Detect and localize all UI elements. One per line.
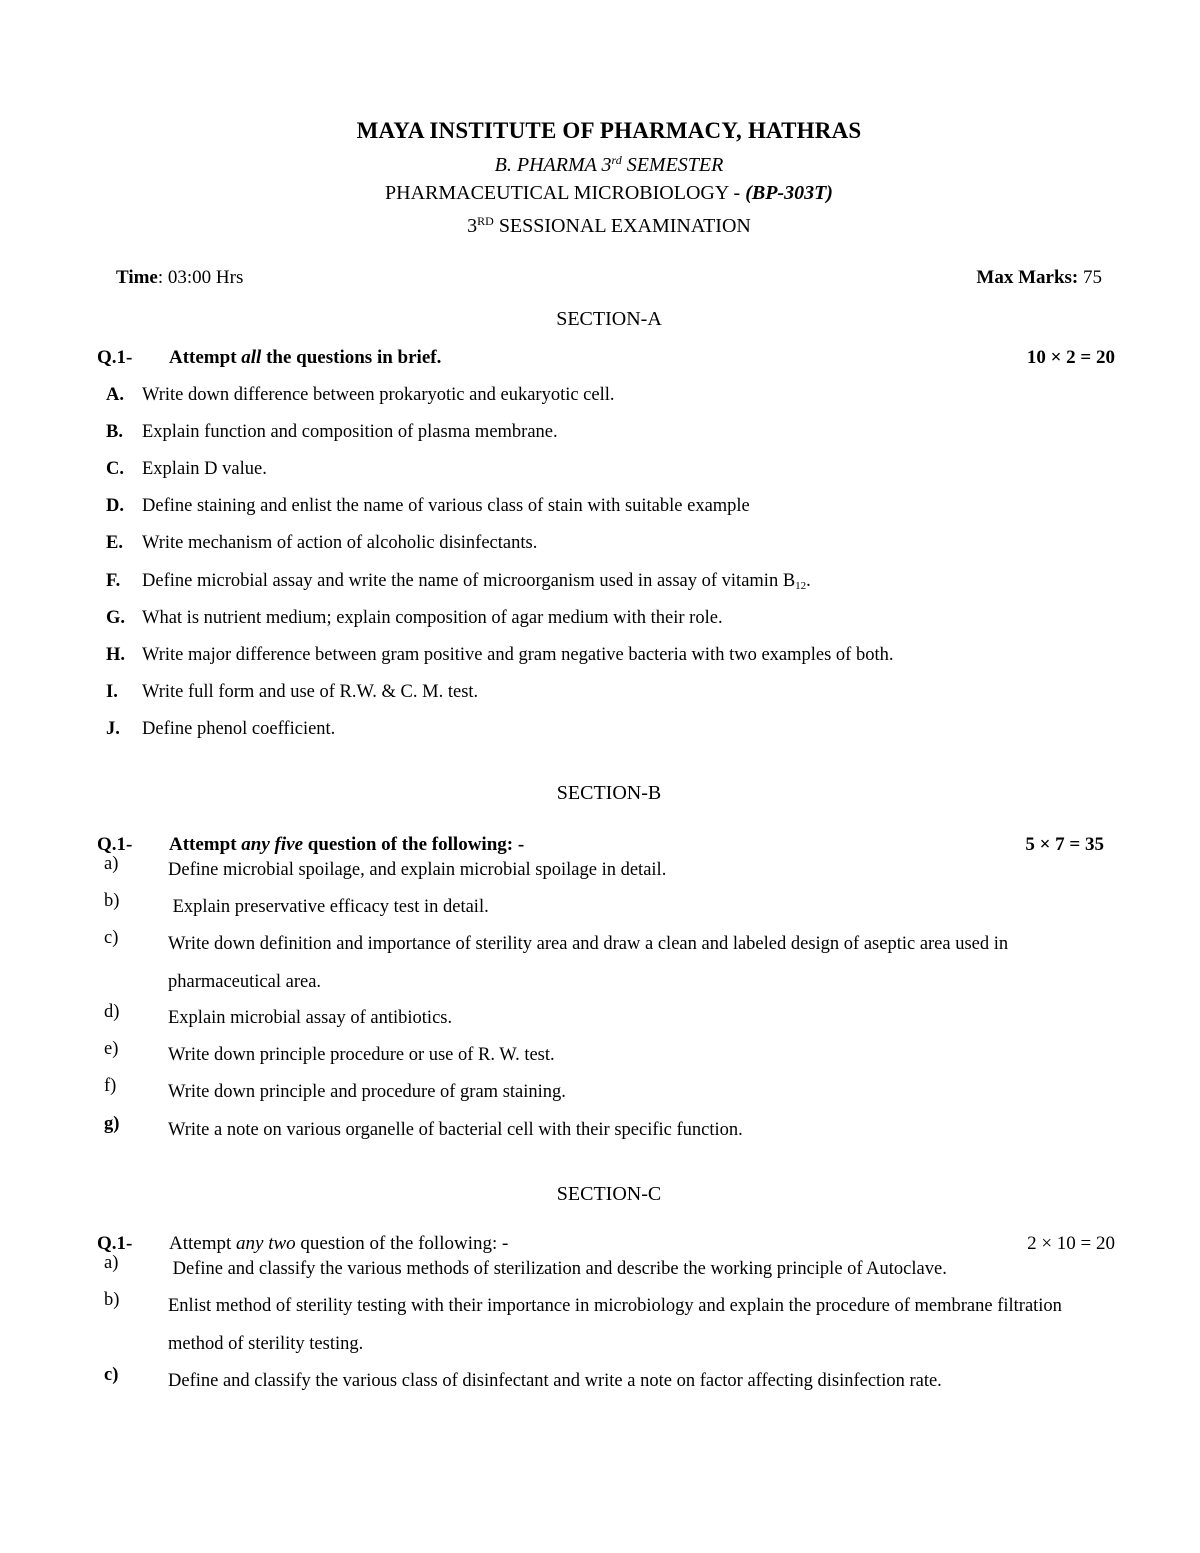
section-a-instruction: Attempt all the questions in brief. (169, 347, 442, 368)
section-c-title: SECTION-C (556, 1183, 662, 1205)
exam-header (0, 116, 1200, 240)
section-b-instruction: Attempt any five question of the following: - (169, 834, 525, 855)
subject-line: PHARMACEUTICAL MICROBIOLOGY - (BP-303T) (385, 182, 833, 204)
section-c-instruction: Attempt any two question of the following: - (169, 1233, 509, 1254)
section-c-marks: 2 × 10 = 20 (1027, 1233, 1115, 1254)
course-line: B. PHARMA 3rd SEMESTER (494, 153, 724, 176)
subject-code: (BP-303T) (745, 182, 833, 204)
section-a-title: SECTION-A (556, 308, 662, 330)
institute-name: MAYA INSTITUTE OF PHARMACY, HATHRAS (356, 118, 862, 143)
max-marks: Max Marks: 75 (976, 267, 1102, 288)
exam-time: Time: 03:00 Hrs (116, 267, 244, 288)
section-b-title: SECTION-B (556, 782, 662, 804)
exam-title: 3RD SESSIONAL EXAMINATION (467, 214, 751, 237)
section-b-marks: 5 × 7 = 35 (1025, 834, 1104, 855)
section-a-marks: 10 × 2 = 20 (1026, 347, 1115, 368)
